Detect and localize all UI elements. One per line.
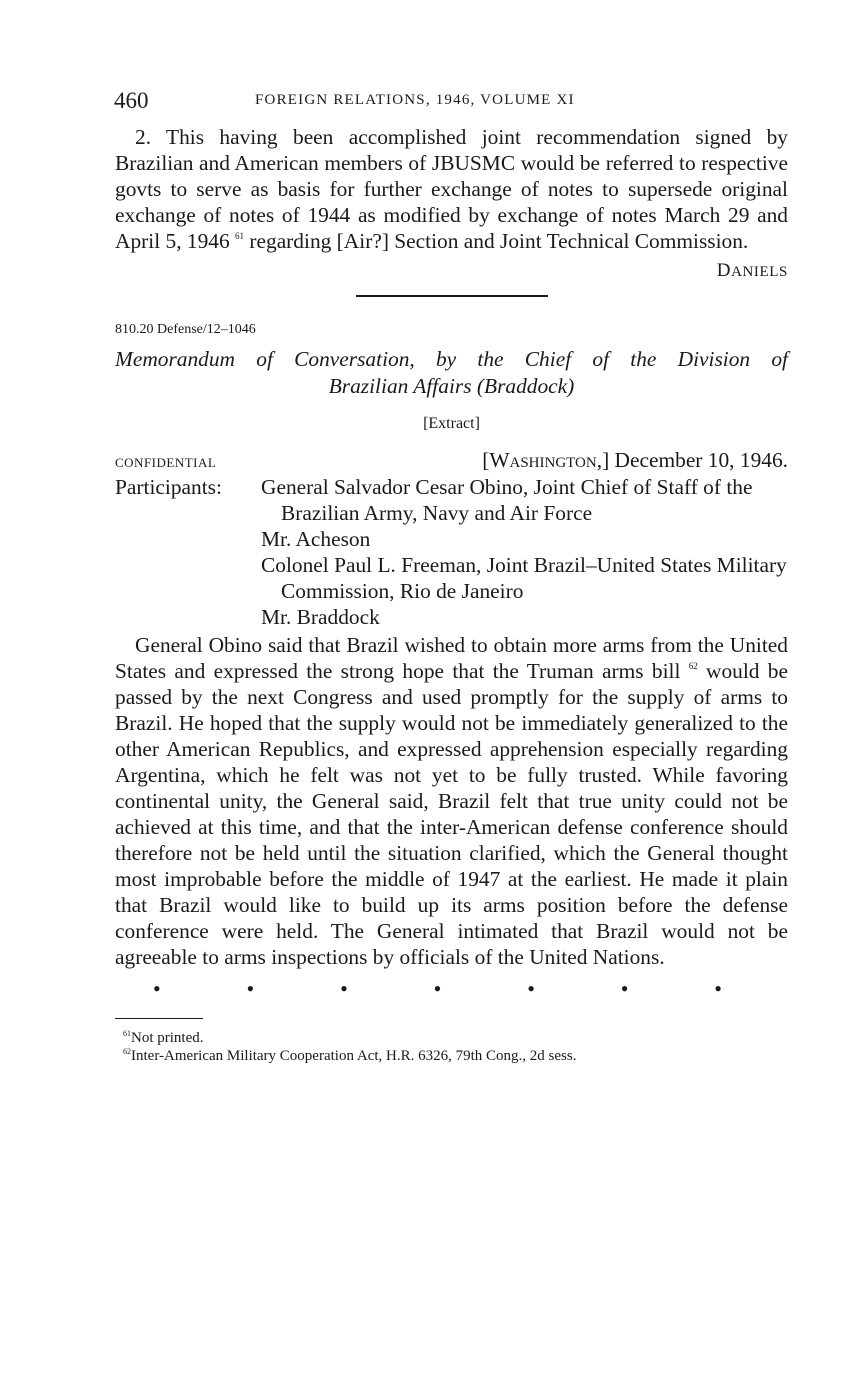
section-divider bbox=[356, 295, 548, 297]
footnote-divider bbox=[115, 1018, 203, 1019]
memo-title-line-1: Memorandum of Conversation, by the Chief of the Division of bbox=[115, 347, 788, 371]
participants-block bbox=[115, 474, 788, 630]
participants-label: Participants: bbox=[115, 475, 222, 499]
page-header bbox=[115, 88, 788, 124]
footnote-62: $^{62}$Inter-American Military Cooperation Act, H.R. 6326, 79th Cong., 2d sess. bbox=[123, 1047, 577, 1064]
signature: DANIELS bbox=[716, 260, 788, 281]
file-reference: 810.20 Defense/12–1046 bbox=[115, 322, 256, 337]
footnote-61: $^{61}$Not printed. bbox=[123, 1029, 204, 1046]
participants-list bbox=[261, 474, 788, 630]
ellipsis-dot: • bbox=[340, 976, 348, 1001]
ellipsis-dot: • bbox=[527, 976, 535, 1001]
ellipsis-dot: • bbox=[153, 976, 161, 1001]
page-number: 460 bbox=[114, 88, 149, 113]
ellipsis-dot: • bbox=[714, 976, 722, 1001]
dateline-row bbox=[115, 448, 788, 473]
memo-body-paragraph: General Obino said that Brazil wished to obtain more arms from the United States and expressed the strong hope that the Truman arms bill $^{62}$ would be passed by the next Congress and used promptly for the supply of arms to Brazil. He hoped that the supply would not be immediately generalized to the other American Republics, and expressed apprehension especially regarding Argentina, which he felt was not yet to be fully trusted. While favoring continental unity, the General said, Brazil felt that true unity could not be achieved at this time, and that the inter-American defense conference should therefore not be held until the situation clarified, which the General thought most improbable before the middle of 1947 at the earliest. He made it plain that Brazil would like to build up its arms position before the defense conference were held. The General intimated that Brazil would not be agreeable to arms inspections by officials of the United Nations. bbox=[115, 633, 788, 969]
footnote-ref-62[interactable]: 62 bbox=[688, 661, 698, 671]
ellipsis-dot: • bbox=[246, 976, 255, 1001]
document-page bbox=[115, 88, 788, 1065]
running-head: FOREIGN RELATIONS, 1946, VOLUME XI bbox=[255, 92, 575, 108]
ellipsis-row bbox=[115, 976, 788, 1002]
footnotes bbox=[115, 1029, 788, 1065]
ellipsis-dot: • bbox=[433, 976, 442, 1001]
continued-paragraph: 2. This having been accomplished joint recommendation signed by Brazilian and American members of JBUSMC would be referred to respective govts to serve as basis for further exchange of notes to supersede original exchange of notes of 1944 as modified by exchange of notes March 29 and April 5, 1946 $^{61}$ regarding [Air?] Section and Joint Technical Commission. bbox=[115, 125, 788, 253]
participant: Colonel Paul L. Freeman, Joint Brazil–United States Military Commission, Rio de Janeiro bbox=[261, 553, 787, 603]
participant: Mr. Braddock bbox=[261, 605, 380, 629]
ellipsis-dot: • bbox=[620, 976, 629, 1001]
dateline: [Washington,] December 10, 1946. bbox=[482, 448, 788, 472]
extract-label: [Extract] bbox=[423, 415, 480, 432]
participant: Mr. Acheson bbox=[261, 527, 371, 551]
classification-label: CONFIDENTIAL bbox=[115, 455, 217, 470]
footnote-ref-61[interactable]: 61 bbox=[235, 231, 245, 241]
participant: General Salvador Cesar Obino, Joint Chief of Staff of the Brazilian Army, Navy and Air Force bbox=[261, 475, 753, 525]
memo-title-line-2: Brazilian Affairs (Braddock) bbox=[328, 374, 575, 398]
